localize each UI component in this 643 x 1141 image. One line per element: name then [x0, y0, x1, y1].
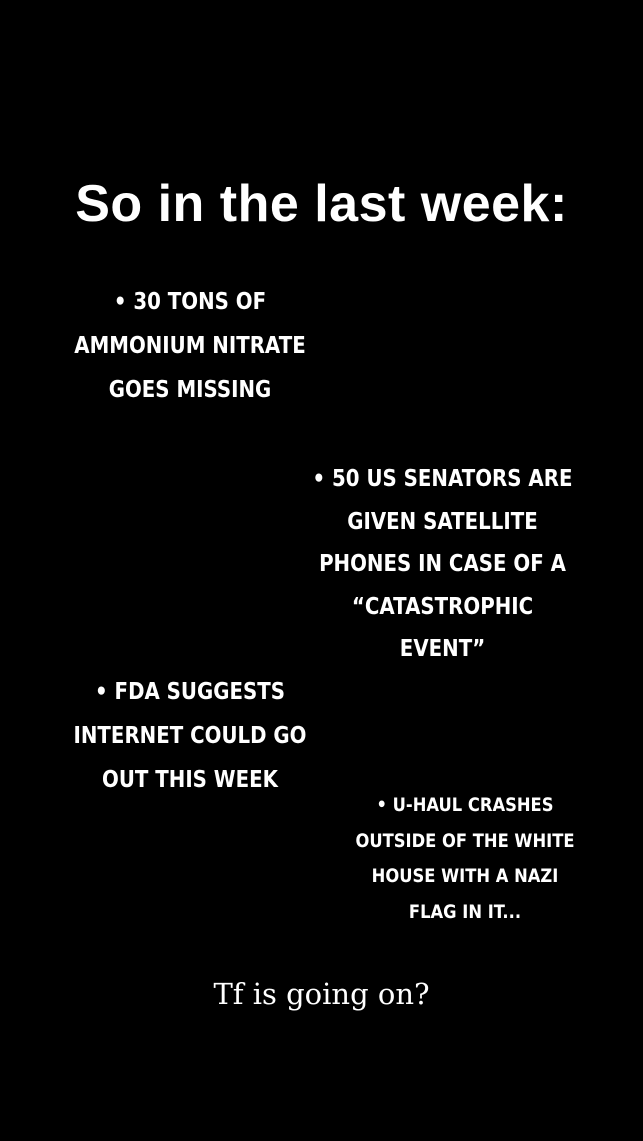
headline: So in the last week: [75, 175, 568, 233]
closing-question: Tf is going on? [213, 977, 430, 1011]
bullet-item-uhaul-crash: • U-HAUL CRASHES OUTSIDE OF THE WHITE HOUSE WITH A NAZI FLAG IN IT... [355, 794, 575, 923]
bullet-item-internet-outage: • FDA SUGGESTS INTERNET COULD GO OUT THIS WEEK [73, 679, 307, 793]
bullet-item-ammonium-nitrate: • 30 TONS OF AMMONIUM NITRATE GOES MISSING [74, 289, 306, 403]
bullet-item-satellite-phones: • 50 US SENATORS ARE GIVEN SATELLITE PHONES IN CASE OF A “CATASTROPHIC EVENT” [312, 466, 573, 662]
